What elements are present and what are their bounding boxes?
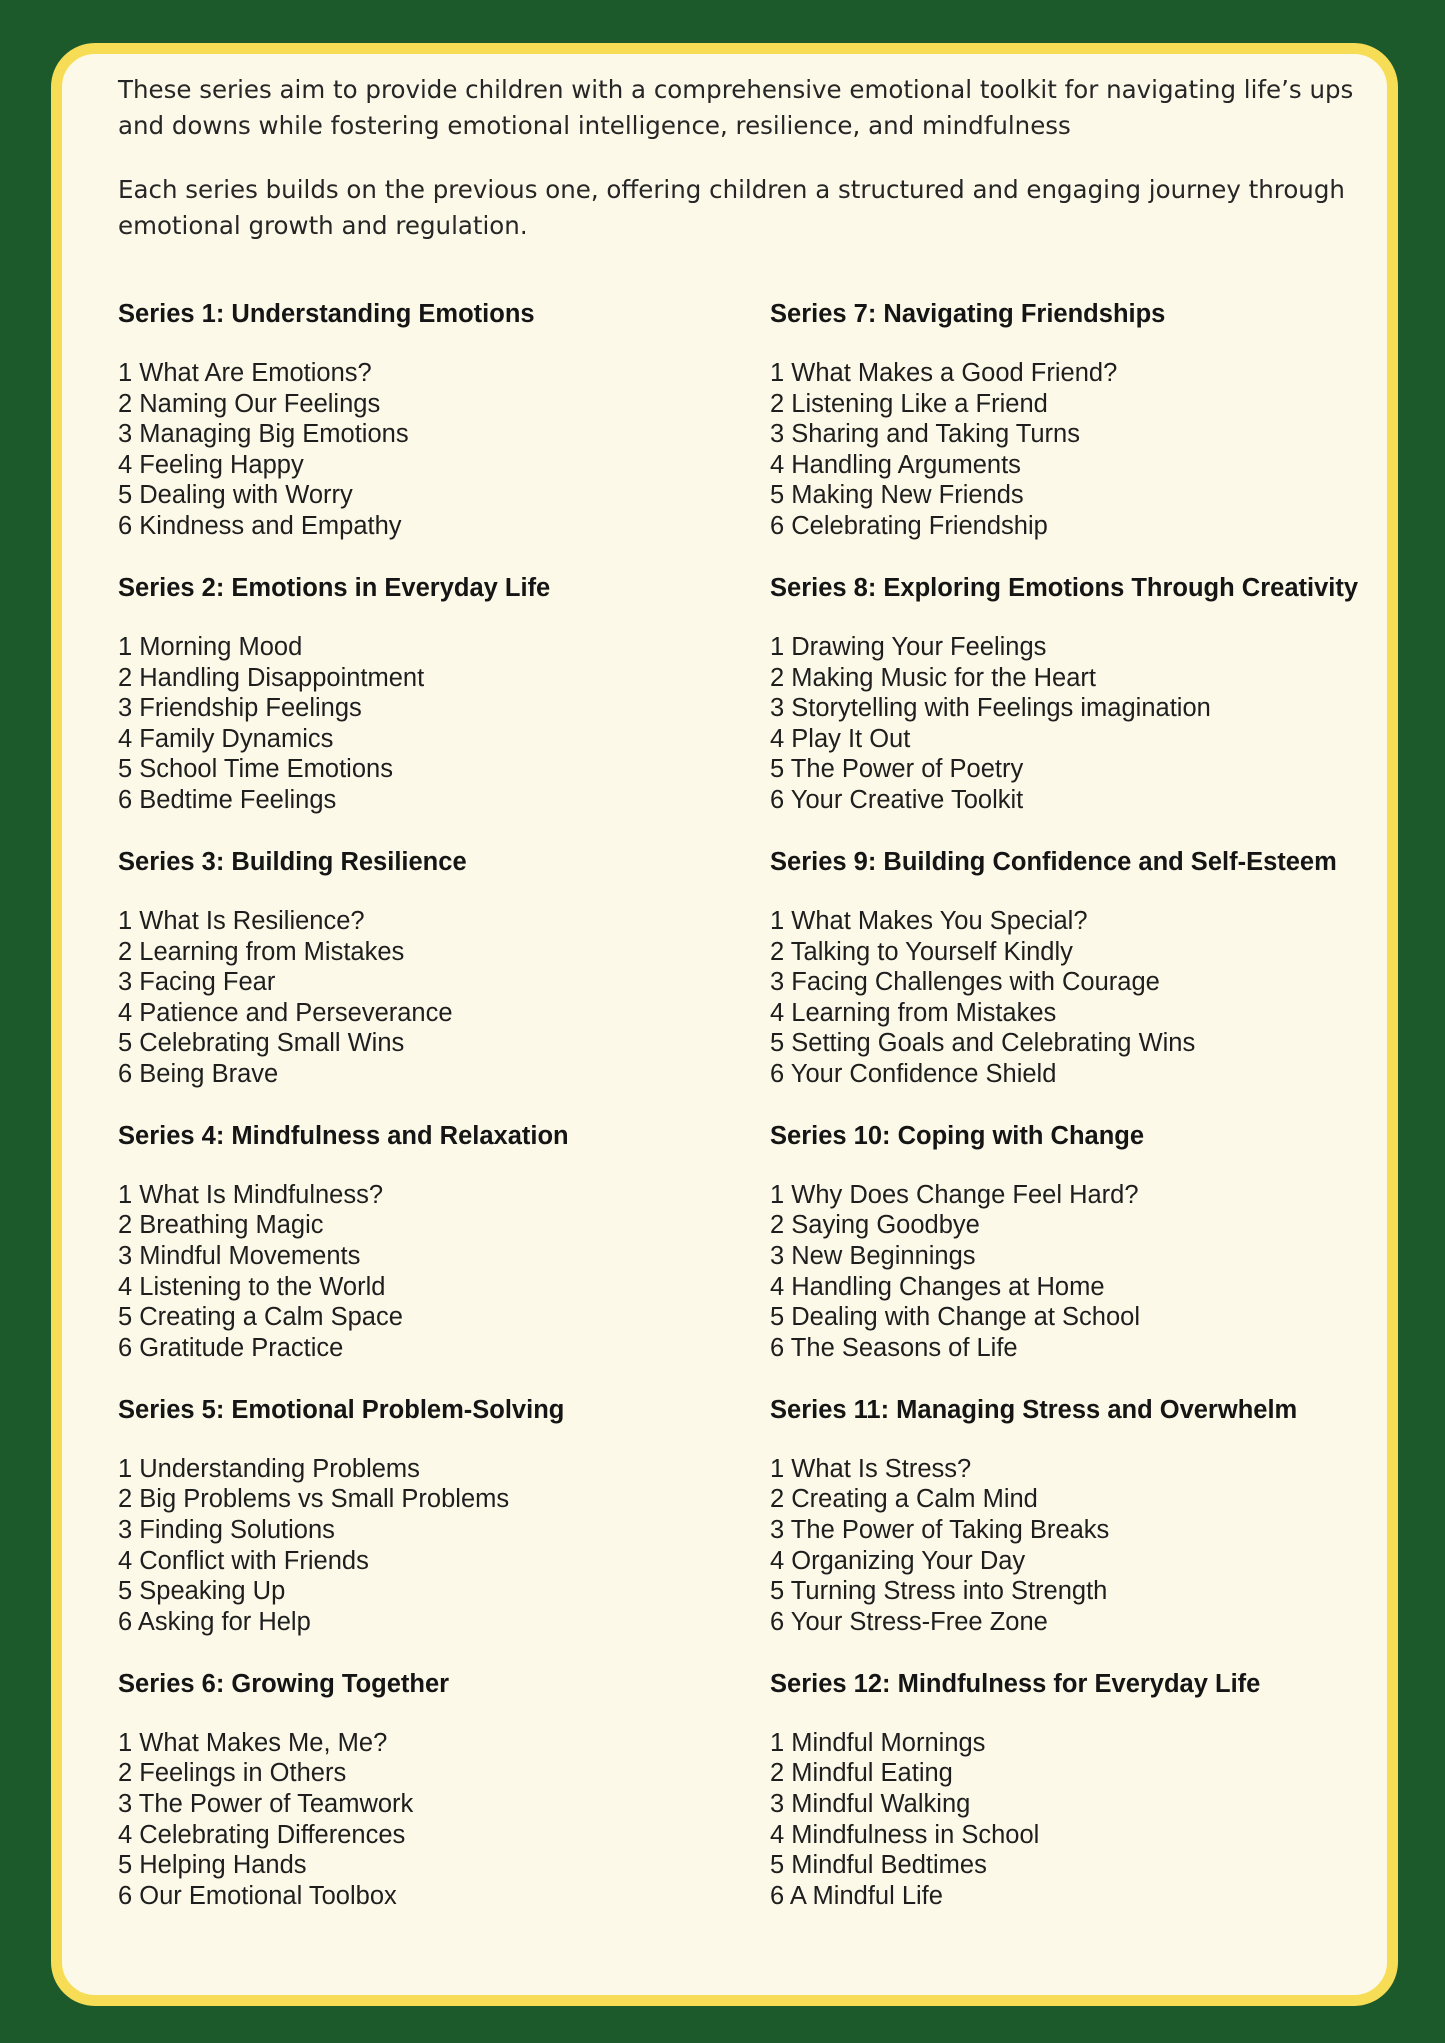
lesson-item: 2 Listening Like a Friend: [770, 389, 1048, 418]
lesson-item: 3 Storytelling with Feelings imagination: [770, 694, 1211, 723]
series-block: [770, 1120, 1398, 1364]
lesson-item: 4 Patience and Perseverance: [118, 998, 453, 1027]
lesson-item: 6 Your Creative Toolkit: [770, 785, 1024, 814]
lesson-item: 4 Handling Arguments: [770, 450, 1021, 479]
lesson-item: 2 Naming Our Feelings: [118, 389, 381, 418]
lesson-item: 6 Your Stress-Free Zone: [770, 1607, 1048, 1636]
lesson-item: 4 Organizing Your Day: [770, 1546, 1026, 1575]
lesson-item: 1 What Is Stress?: [770, 1454, 972, 1483]
lesson-item: 1 What Is Mindfulness?: [118, 1180, 384, 1209]
series-title: Series 5: Emotional Problem-Solving: [118, 1395, 565, 1424]
lesson-item: 2 Breathing Magic: [118, 1211, 324, 1240]
lesson-item: 5 Making New Friends: [770, 481, 1024, 510]
lesson-item: 4 Mindfulness in School: [770, 1820, 1040, 1849]
lesson-item: 6 Your Confidence Shield: [770, 1059, 1057, 1088]
series-title: Series 6: Growing Together: [118, 1669, 450, 1698]
lesson-item: 1 What Makes Me, Me?: [118, 1728, 388, 1757]
intro-paragraph: These series aim to provide children with a comprehensive emotional toolkit for navigating life’s ups and downs while fostering emotional intelligence, resilience, and mindfulness: [118, 75, 1354, 140]
lesson-item: 5 Celebrating Small Wins: [118, 1029, 405, 1058]
lesson-item: 5 Helping Hands: [118, 1851, 307, 1880]
lesson-item: 1 What Makes You Special?: [770, 906, 1088, 935]
series-block: [118, 298, 758, 542]
lesson-item: 3 Friendship Feelings: [118, 694, 362, 723]
series-block: [118, 1394, 758, 1638]
lesson-item: 3 New Beginnings: [770, 1242, 976, 1271]
lesson-item: 3 Sharing and Taking Turns: [770, 420, 1080, 449]
content-card: [51, 43, 1398, 2006]
series-title: Series 4: Mindfulness and Relaxation: [118, 1121, 569, 1150]
series-title: Series 8: Exploring Emotions Through Creativity: [770, 573, 1359, 602]
series-title: Series 11: Managing Stress and Overwhelm: [770, 1395, 1298, 1424]
lesson-item: 5 Dealing with Worry: [118, 481, 353, 510]
series-title: Series 9: Building Confidence and Self-Esteem: [770, 847, 1337, 876]
lesson-item: 2 Saying Goodbye: [770, 1211, 980, 1240]
lesson-item: 1 What Makes a Good Friend?: [770, 359, 1118, 387]
lesson-item: 4 Conflict with Friends: [118, 1546, 369, 1575]
lesson-item: 5 Speaking Up: [118, 1577, 286, 1606]
series-block: [118, 572, 758, 816]
series-block: [770, 572, 1398, 816]
lesson-item: 2 Mindful Eating: [770, 1759, 953, 1788]
lesson-item: 6 The Seasons of Life: [770, 1333, 1018, 1362]
lesson-item: 1 Morning Mood: [118, 632, 303, 661]
lesson-item: 3 Facing Fear: [118, 968, 276, 997]
lesson-item: 5 Setting Goals and Celebrating Wins: [770, 1029, 1196, 1058]
lesson-item: 2 Feelings in Others: [118, 1759, 347, 1788]
lesson-item: 4 Listening to the World: [118, 1272, 386, 1301]
lesson-item: 3 Finding Solutions: [118, 1516, 335, 1544]
lesson-item: 5 Dealing with Change at School: [770, 1303, 1140, 1332]
lesson-item: 2 Handling Disappointment: [118, 663, 425, 692]
lesson-item: 3 Mindful Movements: [118, 1242, 361, 1271]
lesson-item: 4 Family Dynamics: [118, 724, 334, 753]
lesson-item: 5 Mindful Bedtimes: [770, 1851, 987, 1880]
lesson-item: 5 Creating a Calm Space: [118, 1303, 403, 1332]
series-title: Series 10: Coping with Change: [770, 1121, 1145, 1150]
lesson-item: 4 Feeling Happy: [118, 450, 304, 479]
series-title: Series 1: Understanding Emotions: [118, 300, 535, 328]
lesson-item: 5 School Time Emotions: [118, 755, 393, 784]
lesson-item: 4 Learning from Mistakes: [770, 998, 1057, 1027]
lesson-item: 2 Creating a Calm Mind: [770, 1485, 1038, 1514]
lesson-item: 4 Play It Out: [770, 724, 911, 753]
intro-section: [118, 72, 1368, 272]
lesson-item: 1 Understanding Problems: [118, 1454, 420, 1483]
lesson-item: 2 Big Problems vs Small Problems: [118, 1485, 510, 1514]
lesson-item: 6 Gratitude Practice: [118, 1333, 344, 1362]
series-column-left: [118, 298, 758, 1942]
series-block: [770, 1668, 1398, 1912]
lesson-item: 1 What Are Emotions?: [118, 359, 372, 387]
lesson-item: 6 Our Emotional Toolbox: [118, 1881, 397, 1910]
lesson-item: 1 Mindful Mornings: [770, 1728, 986, 1757]
series-block: [118, 1668, 758, 1912]
lesson-item: 6 A Mindful Life: [770, 1881, 943, 1910]
lesson-item: 2 Learning from Mistakes: [118, 937, 405, 966]
lesson-item: 1 What Is Resilience?: [118, 906, 365, 935]
series-block: [770, 298, 1398, 542]
series-title: Series 7: Navigating Friendships: [770, 300, 1166, 328]
series-block: [118, 846, 758, 1090]
intro-paragraph: Each series builds on the previous one, offering children a structured and engaging journey through emotional growth and regulation.: [118, 175, 1345, 240]
series-block: [770, 1394, 1398, 1638]
lesson-item: 5 Turning Stress into Strength: [770, 1577, 1108, 1606]
lesson-item: 1 Drawing Your Feelings: [770, 632, 1047, 661]
series-column-right: [770, 298, 1398, 1942]
lesson-item: 6 Being Brave: [118, 1059, 279, 1088]
lesson-item: 3 Facing Challenges with Courage: [770, 968, 1160, 997]
series-title: Series 2: Emotions in Everyday Life: [118, 573, 551, 602]
lesson-item: 4 Handling Changes at Home: [770, 1272, 1105, 1301]
lesson-item: 6 Asking for Help: [118, 1607, 311, 1636]
lesson-item: 4 Celebrating Differences: [118, 1820, 406, 1849]
lesson-item: 3 The Power of Taking Breaks: [770, 1516, 1110, 1544]
series-title: Series 12: Mindfulness for Everyday Life: [770, 1669, 1261, 1698]
series-block: [770, 846, 1398, 1090]
lesson-item: 3 The Power of Teamwork: [118, 1789, 414, 1818]
lesson-item: 2 Talking to Yourself Kindly: [770, 937, 1073, 966]
lesson-item: 6 Bedtime Feelings: [118, 785, 337, 814]
lesson-item: 3 Mindful Walking: [770, 1789, 971, 1818]
lesson-item: 2 Making Music for the Heart: [770, 663, 1096, 692]
lesson-item: 6 Celebrating Friendship: [770, 511, 1048, 540]
lesson-item: 6 Kindness and Empathy: [118, 511, 402, 540]
series-title: Series 3: Building Resilience: [118, 847, 467, 876]
lesson-item: 5 The Power of Poetry: [770, 755, 1024, 784]
lesson-item: 1 Why Does Change Feel Hard?: [770, 1180, 1139, 1209]
lesson-item: 3 Managing Big Emotions: [118, 420, 409, 449]
series-block: [118, 1120, 758, 1364]
